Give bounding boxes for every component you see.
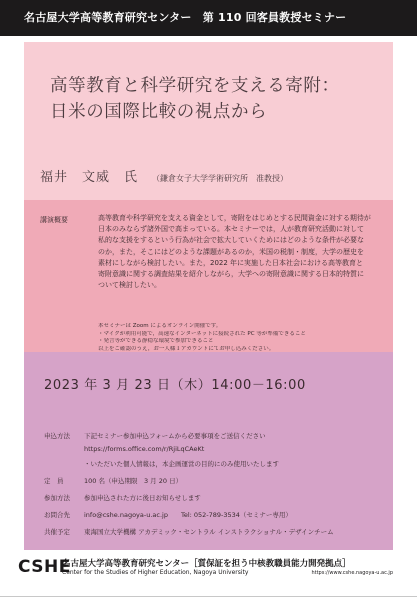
cshe-logo: CSHE [18,557,71,577]
details-panel [24,352,393,550]
abstract-text [98,213,384,291]
cohost-value: 東海国立大学機構 アカデミック・セントラル インストラクショナル・デザインチーム [84,528,334,536]
org-name-jp: 名古屋大学高等教育研究センター［質保証を担う中核教職員能力開発拠点］ [62,559,351,569]
event-datetime: 2023 年 3 月 23 日（木）14:00－16:00 [44,378,306,393]
capacity-label: 定 員 [44,477,64,485]
participation-label: 参加方法 [44,494,70,502]
contact-value[interactable]: info@cshe.nagoya-u.ac.jp Tel: 052-789-3534（セミナー専用） [84,511,292,519]
speaker [40,166,288,185]
abstract-line: 日本のみならず諸外国で高まっている。本セミナーでは，人が教育研究活動に対して [98,225,364,234]
seminar-title-line2: 日米の国際比較の視点から [50,102,268,122]
title-panel [24,42,393,200]
participation-value: 参加申込された方に後日お知らせします [84,494,201,502]
note-line: 本セミナーは Zoom によるオンライン開催です。 [98,323,222,329]
speaker-name: 福井 文威 氏 [40,170,139,185]
apply-form-link[interactable]: https://forms.office.com/r/RjiLqCAeKt [84,445,205,453]
abstract-line: のか，また，そこにはどのような課題があるのか，米国の税制・制度，大学の歴史を [98,247,364,256]
note-line: ・発言等ができる静穏な環境で参加できること [98,338,214,344]
seminar-title-line1: 高等教育と科学研究を支える寄附： [50,76,340,96]
abstract-line: 私的な支援をするという行為が社会で拡大していくためにはどのような条件が必要な [98,236,364,245]
org-name-en: Center for the Studies of Higher Education, Nagoya University [62,569,249,576]
footer [0,552,417,600]
cohost-label: 共催予定 [44,528,70,536]
abstract-line: ついて検討したい。 [98,281,161,290]
note-line: 以上をご確認のうえ，お一人様１アカウントにてお申し込みください。 [98,345,275,352]
privacy-note: ・いただいた個人情報は，本企画運営の目的にのみ使用いたします [84,460,279,468]
contact-label: お問合先 [44,511,70,519]
org-url-link[interactable]: https://www.cshe.nagoya-u.ac.jp [311,570,393,576]
capacity-value: 100 名（申込期限 3 月 20 日） [84,477,183,485]
divider [0,596,417,597]
header-bar: 名古屋大学高等教育研究センター 第 110 回客員教授セミナー [0,0,417,36]
online-notes [98,323,384,353]
note-line: ・マイクが利用可能で，高速なインターネットに接続された PC 等が準備できること [98,330,306,337]
speaker-affiliation: （鎌倉女子大学学術研究所 准教授） [152,174,289,183]
apply-label: 申込方法 [44,432,70,440]
abstract-label: 講演概要 [40,216,68,224]
abstract-line: 寄附意識に関する調査結果を紹介しながら，大学への寄附意識に関する日本的特質に [98,270,364,279]
abstract-line: 高等教育や科学研究を支える資金として，寄附をはじめとする民間資金に対する期待が [98,214,371,222]
apply-instructions: 下記セミナー参加申込フォームから必要事項をご送信ください [84,432,266,440]
abstract-line: 素材にしながら検討したい。また，2022 年に実施した日本社会における高等教育と [98,258,364,267]
abstract-panel [24,200,393,352]
